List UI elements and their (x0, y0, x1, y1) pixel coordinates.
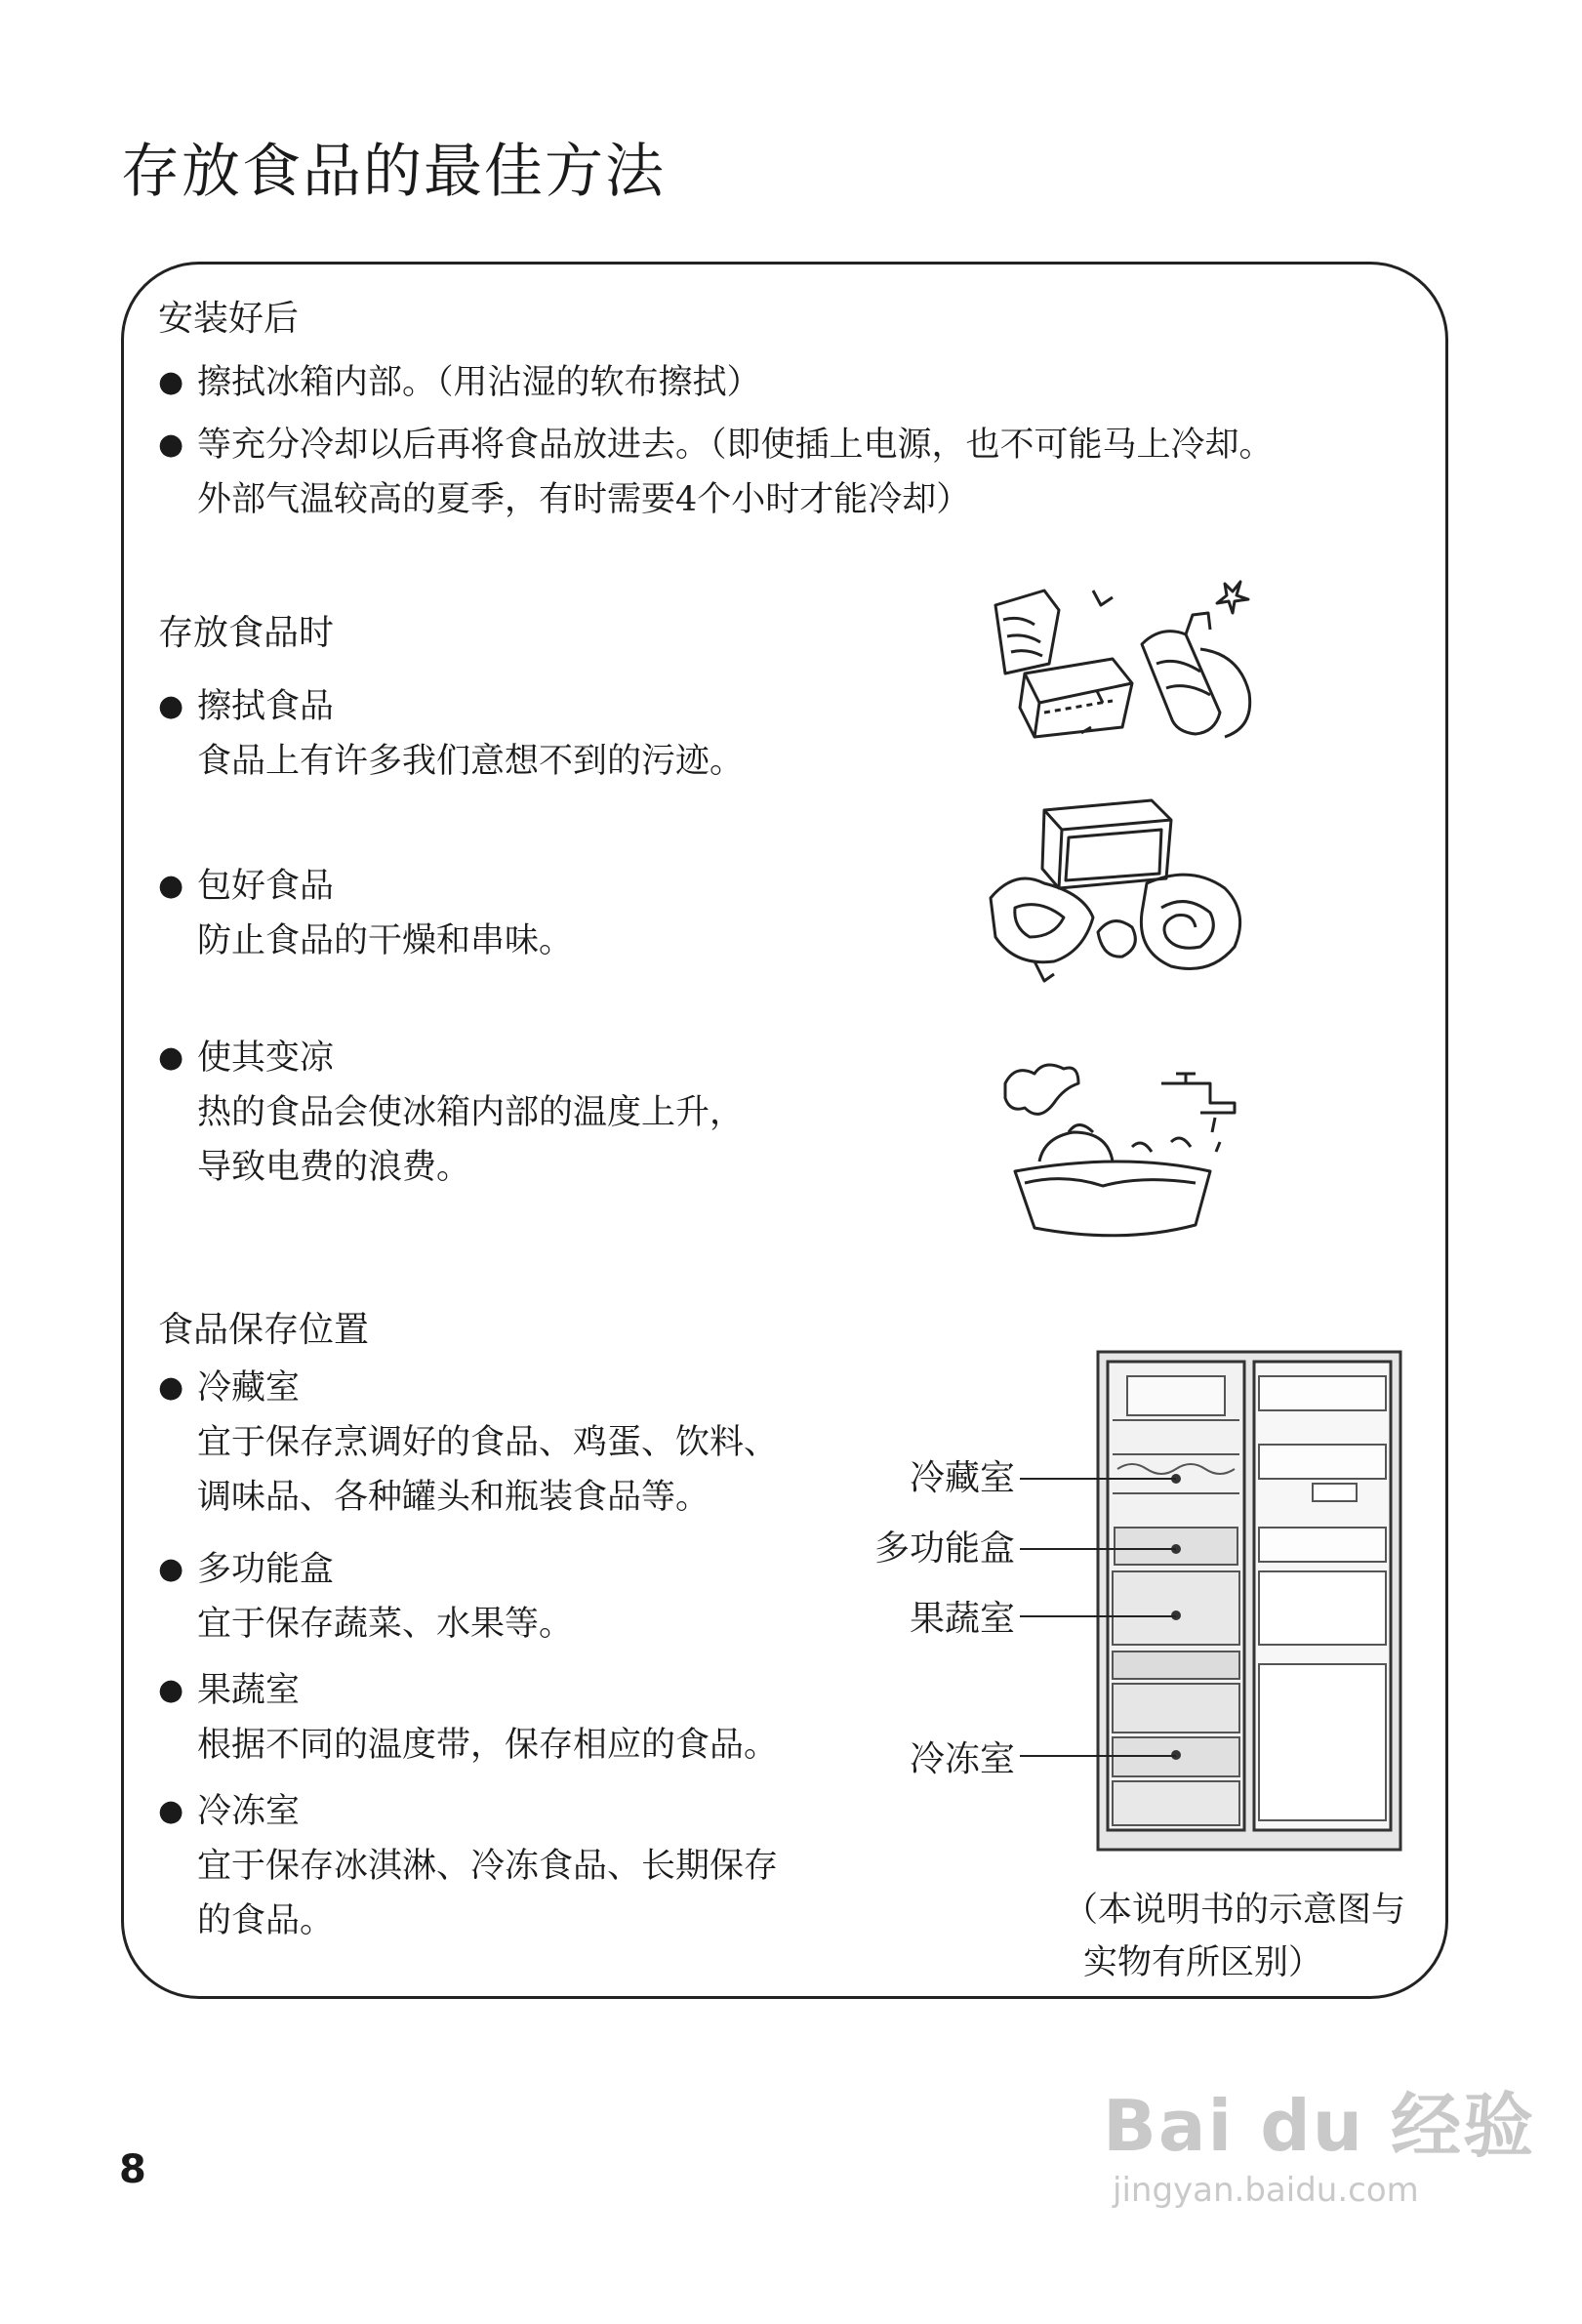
list-item (158, 679, 745, 789)
item-title: 冷冻室 (197, 1792, 301, 1831)
leader-line (1020, 1478, 1176, 1480)
wiping-food-illustration (976, 566, 1269, 742)
bullet-icon: ● (158, 869, 184, 903)
item-line: 防止食品的干燥和串味。 (197, 921, 574, 960)
caption-line: 实物有所区别） (1083, 1943, 1323, 1982)
fridge-label-refrigerator: 冷藏室 (909, 1458, 1015, 1498)
item-title: 果蔬室 (197, 1671, 301, 1710)
caption-line: （本说明书的示意图与 (1064, 1891, 1406, 1930)
fridge-label-vegetable-room: 果蔬室 (909, 1599, 1015, 1639)
item-line: 宜于保存蔬菜、水果等。 (197, 1605, 574, 1644)
list-item (158, 859, 574, 968)
item-line: 根据不同的温度带，保存相应的食品。 (197, 1726, 779, 1765)
item-line: 调味品、各种罐头和瓶装食品等。 (197, 1478, 710, 1517)
watermark (1103, 2069, 1535, 2210)
bullet-icon: ● (158, 689, 184, 723)
list-item (158, 1031, 745, 1195)
item-title: 擦拭食品 (197, 687, 335, 726)
item-line: 等充分冷却以后再将食品放进去。（即使插上电源，也不可能马上冷却。 (197, 426, 1274, 465)
watermark-logo: Bai du 经验 (1103, 2085, 1536, 2167)
watermark-url: jingyan.baidu.com (1113, 2171, 1419, 2210)
leader-line (1020, 1548, 1176, 1550)
bullet-icon: ● (158, 1673, 184, 1707)
diagram-caption (1064, 1884, 1405, 1989)
page-number: 8 (119, 2147, 146, 2192)
leader-line (1020, 1615, 1176, 1617)
list-item (158, 1663, 779, 1773)
bullet-icon: ● (158, 1370, 184, 1405)
fridge-label-freezer: 冷冻室 (909, 1739, 1015, 1779)
bullet-icon: ● (158, 428, 184, 462)
item-line: 宜于保存冰淇淋、冷冻食品、长期保存 (197, 1847, 779, 1886)
bullet-icon: ● (158, 1794, 184, 1828)
bullet-icon: ● (158, 1040, 184, 1075)
list-item (158, 1361, 779, 1525)
wrapped-food-illustration (976, 791, 1269, 986)
cooling-food-illustration (986, 1054, 1249, 1249)
list-item (158, 355, 761, 410)
section-heading-after-install: 安装好后 (158, 299, 300, 339)
fridge-label-multifunction-box: 多功能盒 (873, 1529, 1015, 1569)
item-line: 擦拭冰箱内部。（用沾湿的软布擦拭） (197, 363, 761, 402)
fridge-diagram (1093, 1347, 1405, 1855)
item-line: 导致电费的浪费。 (197, 1148, 471, 1187)
leader-line (1020, 1755, 1176, 1757)
list-item (158, 1784, 779, 1948)
item-line: 食品上有许多我们意想不到的污迹。 (197, 742, 745, 781)
page-title: 存放食品的最佳方法 (121, 138, 666, 206)
item-title: 冷藏室 (197, 1368, 301, 1407)
item-line: 的食品。 (197, 1901, 335, 1940)
list-item (158, 1542, 574, 1651)
list-item (158, 418, 1274, 527)
item-line: 外部气温较高的夏季，有时需要4个小时才能冷却） (197, 480, 971, 519)
section-heading-locations: 食品保存位置 (158, 1310, 370, 1350)
item-title: 包好食品 (197, 867, 335, 906)
item-title: 使其变凉 (197, 1039, 335, 1078)
item-line: 宜于保存烹调好的食品、鸡蛋、饮料、 (197, 1423, 779, 1462)
item-title: 多功能盒 (197, 1550, 335, 1589)
section-heading-storing: 存放食品时 (158, 613, 335, 653)
bullet-icon: ● (158, 365, 184, 399)
item-line: 热的食品会使冰箱内部的温度上升， (197, 1093, 745, 1132)
bullet-icon: ● (158, 1552, 184, 1586)
